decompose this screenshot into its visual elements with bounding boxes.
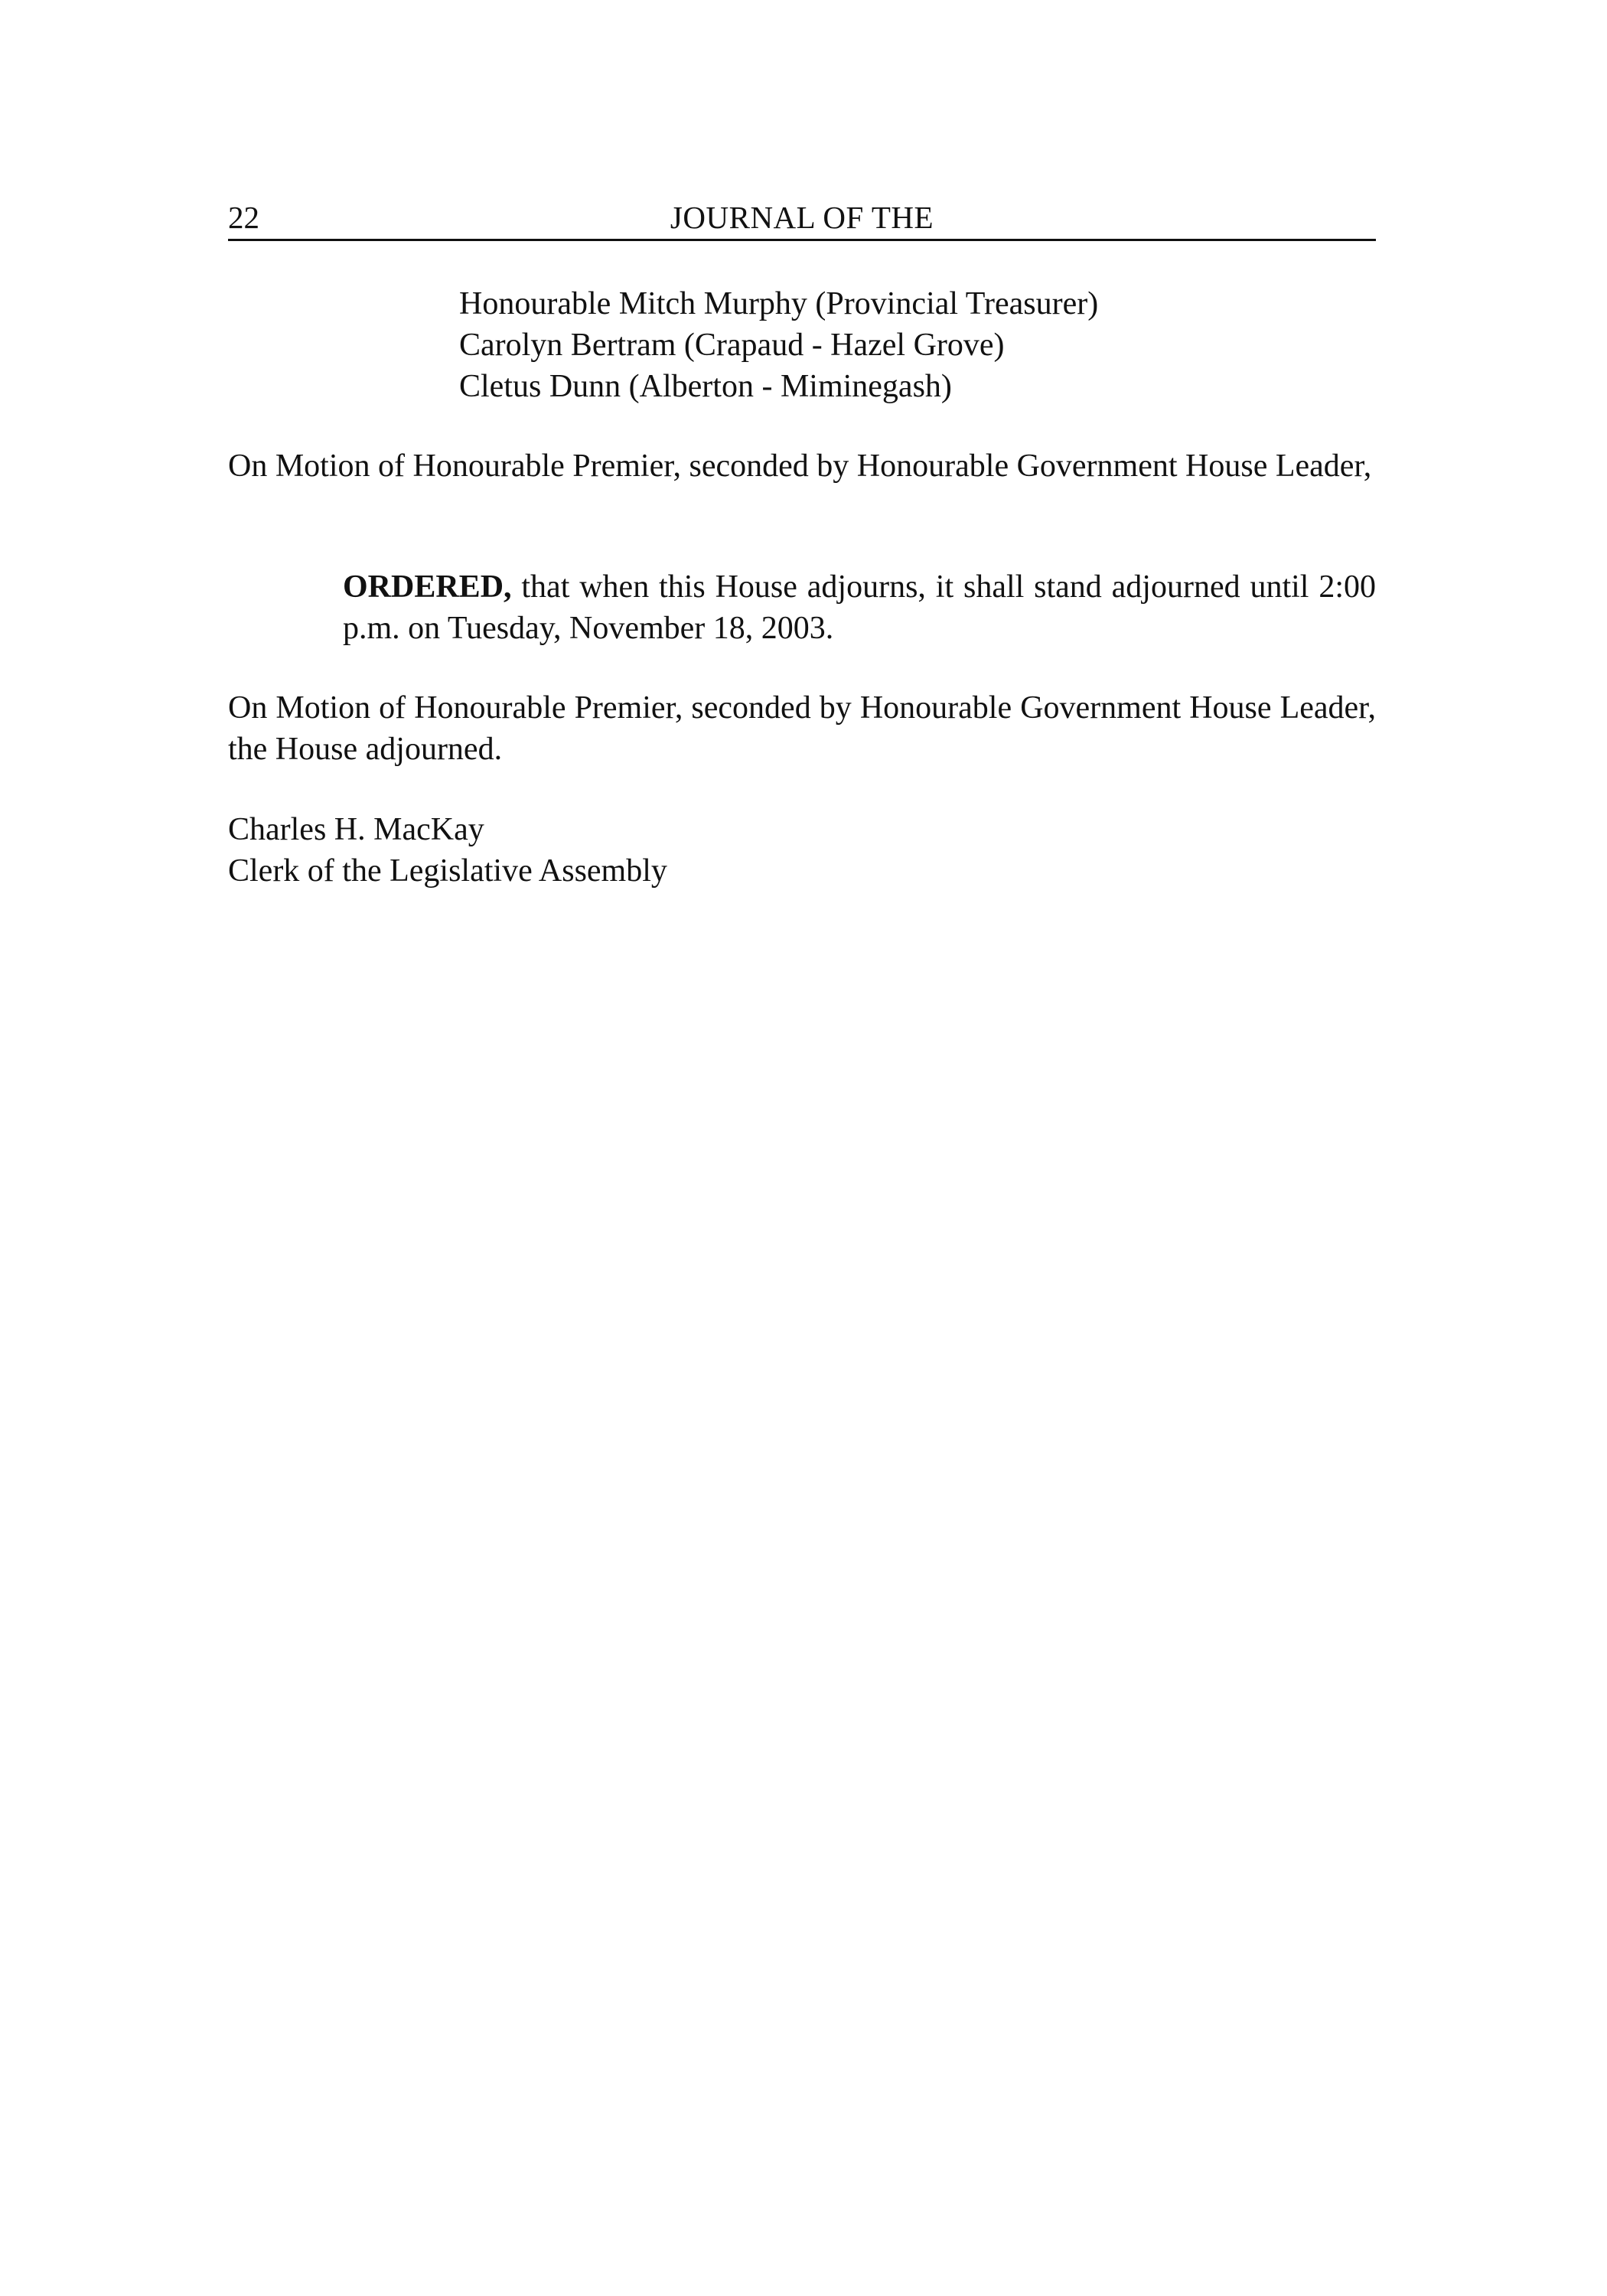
order-text: that when this House adjourns, it shall stand adjourned until 2:00 p.m. on Tuesday, November 18, 2003. (343, 569, 1376, 646)
clerk-title: Clerk of the Legislative Assembly (228, 853, 667, 889)
journal-title: JOURNAL OF THE (670, 200, 934, 235)
order-paragraph (343, 566, 1376, 649)
member-entry: Carolyn Bertram (Crapaud - Hazel Grove) (459, 328, 1005, 363)
motion-paragraph: On Motion of Honourable Premier, seconded by Honourable Government House Leader, (228, 448, 1372, 484)
ordered-keyword: ORDERED, (343, 569, 512, 605)
member-entry: Cletus Dunn (Alberton - Miminegash) (459, 369, 952, 404)
signature-block (228, 809, 993, 892)
member-entry: Honourable Mitch Murphy (Provincial Treasurer) (459, 286, 1099, 321)
member-list (459, 283, 1301, 407)
adjournment-paragraph: On Motion of Honourable Premier, seconded by Honourable Government House Leader, the House adjourned. (228, 690, 1376, 767)
page-number: 22 (228, 200, 259, 235)
running-header (228, 196, 1376, 241)
clerk-name: Charles H. MacKay (228, 812, 484, 847)
